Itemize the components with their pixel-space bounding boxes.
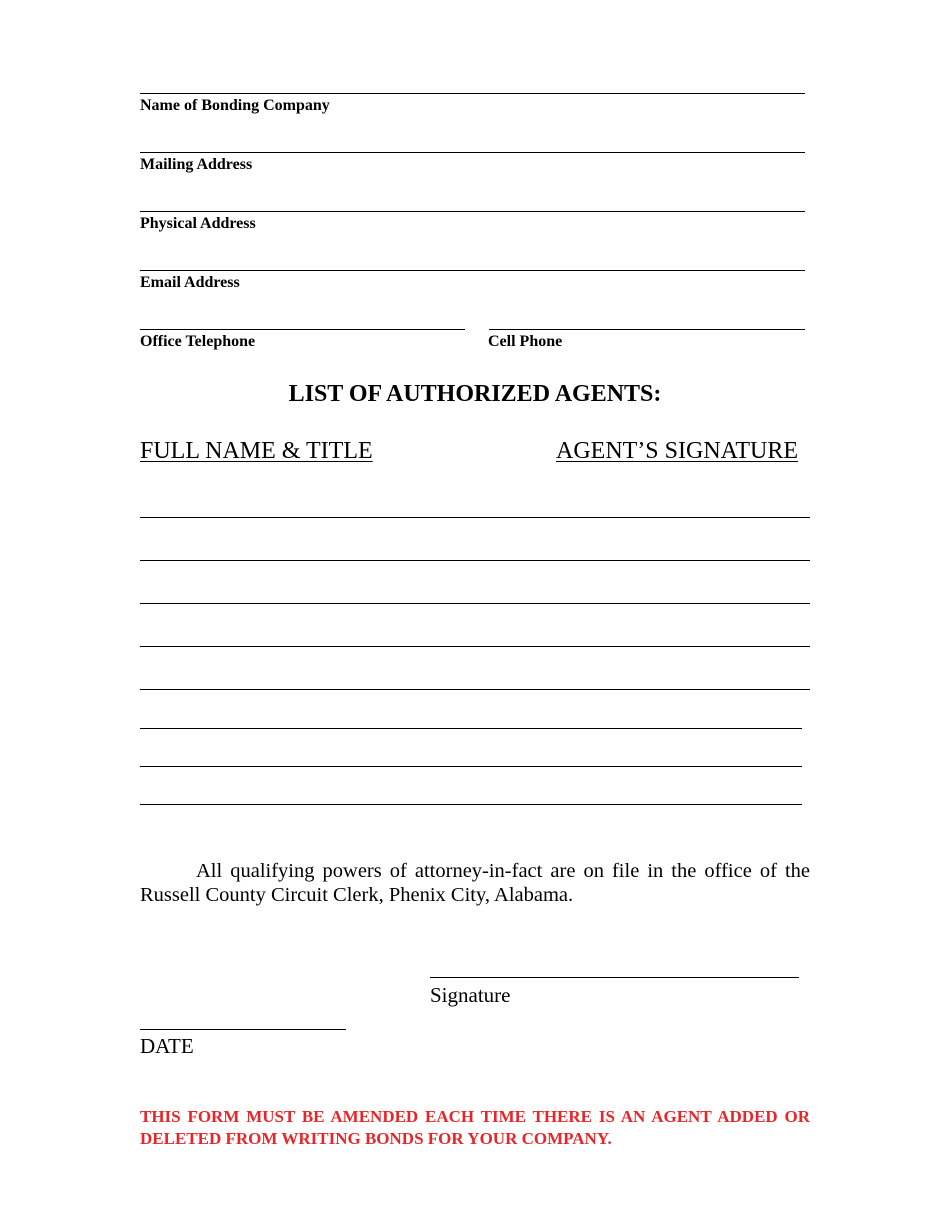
full-name-title-header: FULL NAME & TITLE [140, 438, 373, 464]
email-address-line[interactable] [140, 270, 805, 271]
agent-row-line[interactable] [140, 603, 810, 604]
office-telephone-line[interactable] [140, 329, 465, 330]
agent-row-line[interactable] [140, 517, 810, 518]
company-name-label: Name of Bonding Company [140, 97, 330, 114]
date-label: DATE [140, 1034, 194, 1058]
attorney-in-fact-statement: All qualifying powers of attorney-in-fact are on file in the office of the Russell County Circuit Clerk, Phenix City, Alabama. [140, 860, 810, 906]
cell-phone-line[interactable] [489, 329, 805, 330]
physical-address-line[interactable] [140, 211, 805, 212]
mailing-address-line[interactable] [140, 152, 805, 153]
agent-row-line[interactable] [140, 689, 810, 690]
agent-signature-header: AGENT’S SIGNATURE [556, 438, 798, 464]
agents-heading: LIST OF AUTHORIZED AGENTS: [288, 381, 662, 407]
agent-row-line[interactable] [140, 804, 802, 805]
email-address-label: Email Address [140, 274, 240, 291]
agent-row-line[interactable] [140, 728, 802, 729]
mailing-address-label: Mailing Address [140, 156, 253, 173]
office-telephone-label: Office Telephone [140, 333, 256, 350]
amendment-warning: THIS FORM MUST BE AMENDED EACH TIME THERE IS AN AGENT ADDED OR DELETED FROM WRITING BONDS FOR YOUR COMPANY. [140, 1107, 810, 1148]
date-line[interactable] [140, 1029, 346, 1030]
signature-label: Signature [430, 983, 511, 1007]
cell-phone-label: Cell Phone [488, 333, 563, 350]
agent-row-line[interactable] [140, 560, 810, 561]
physical-address-label: Physical Address [140, 215, 256, 232]
signature-line[interactable] [430, 977, 799, 978]
agent-row-line[interactable] [140, 646, 810, 647]
company-name-line[interactable] [140, 93, 805, 94]
agent-row-line[interactable] [140, 766, 802, 767]
